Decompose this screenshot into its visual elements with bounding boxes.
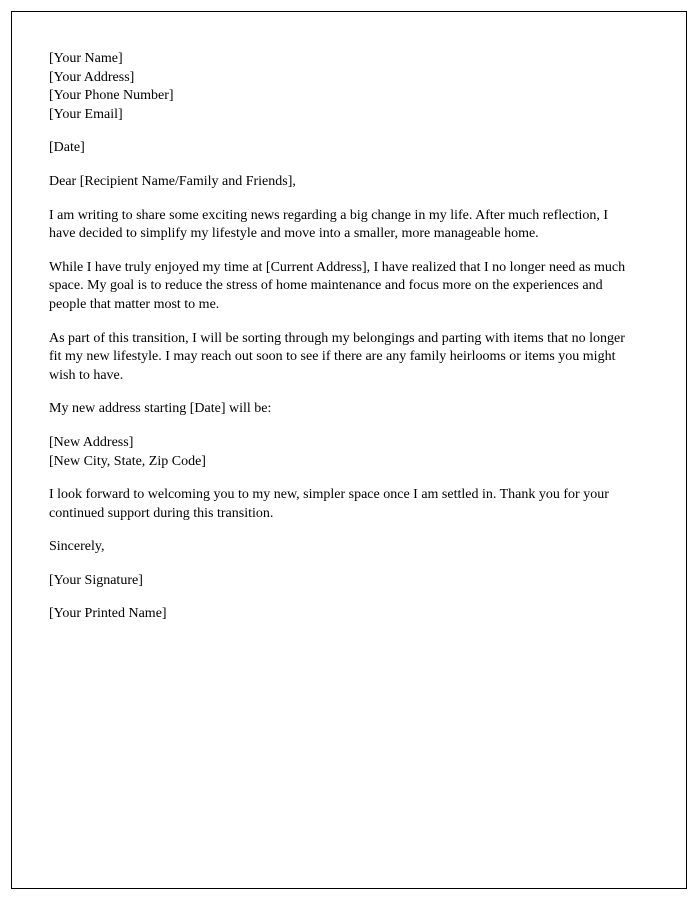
new-address-line: [New Address]: [49, 434, 134, 450]
closing-paragraph: I look forward to welcoming you to my new, simpler space once I am settled in. Thank you for your continued support during this transition.: [49, 487, 609, 521]
valediction: Sincerely,: [49, 539, 105, 555]
signature-line: [Your Signature]: [49, 572, 143, 588]
sender-name-line: [Your Name]: [49, 51, 123, 66]
salutation: Dear [Recipient Name/Family and Friends],: [49, 173, 296, 189]
printed-name-line: [Your Printed Name]: [49, 606, 167, 622]
paragraph-announcement: I am writing to share some exciting news regarding a big change in my life. After much reflection, I have decided to simplify my lifestyle and move into a smaller, more manageable home.: [49, 207, 609, 242]
paragraph-belongings: As part of this transition, I will be sorting through my belongings and parting with items that no longer fit my new lifestyle. I may reach out soon to see if there are any family heirlooms or items you might wish to have.: [49, 330, 625, 383]
sender-address-line: [Your Address]: [49, 69, 135, 85]
sender-phone-line: [Your Phone Number]: [49, 88, 174, 104]
new-city-state-zip-line: [New City, State, Zip Code]: [49, 453, 206, 469]
new-address-block: [49, 434, 634, 471]
date-line: [Date]: [49, 140, 85, 156]
sender-email-line: [Your Email]: [49, 106, 123, 122]
paragraph-reason: While I have truly enjoyed my time at [Current Address], I have realized that I no longer need as much space. My goal is to reduce the stress of home maintenance and focus more on the experiences and people that matter most to me.: [49, 259, 626, 312]
letter-body: [49, 50, 634, 624]
new-address-intro: My new address starting [Date] will be:: [49, 401, 272, 417]
letter-page: [11, 11, 687, 889]
sender-info-block: [49, 50, 634, 124]
